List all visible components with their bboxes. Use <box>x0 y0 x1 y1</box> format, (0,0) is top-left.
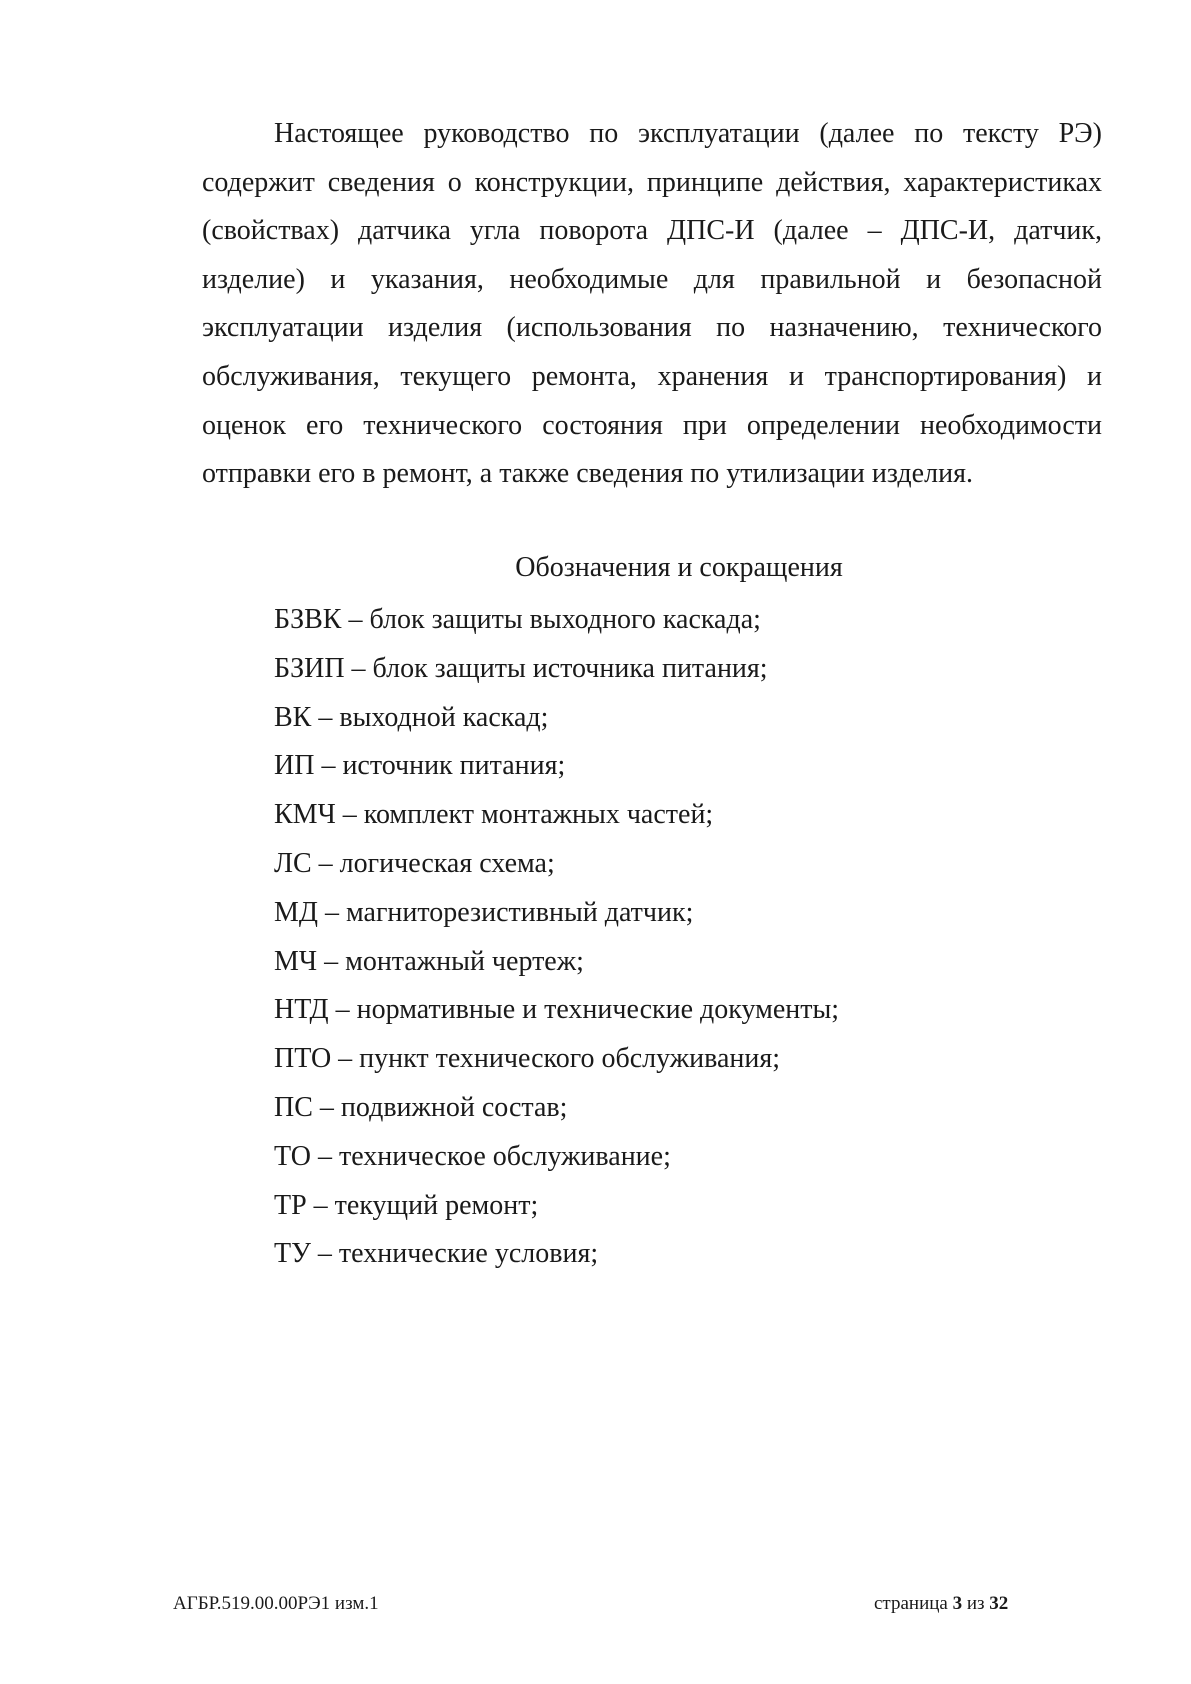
abbreviation-item: ЛС – логическая схема; <box>274 847 555 879</box>
abbreviation-item: ТО – техническое обслуживание; <box>274 1140 671 1172</box>
abbreviation-item: КМЧ – комплект монтажных частей; <box>274 799 714 831</box>
abbreviation-item: ПТО – пункт технического обслуживания; <box>274 1043 780 1075</box>
abbreviation-item: ПС – подвижной состав; <box>274 1091 568 1123</box>
abbreviation-item: МЧ – монтажный чертеж; <box>274 945 584 977</box>
abbreviation-item: МД – магниторезистивный датчик; <box>274 896 694 928</box>
footer-document-id: АГБР.519.00.00РЭ1 изм.1 <box>173 1593 379 1614</box>
page-current: 3 <box>952 1593 963 1614</box>
abbreviation-item: БЗИП – блок защиты источника питания; <box>274 652 768 684</box>
section-title: Обозначения и сокращения <box>515 552 843 583</box>
abbreviation-item: ИП – источник питания; <box>274 750 566 782</box>
intro-paragraph: Настоящее руководство по эксплуатации (далее по тексту РЭ) содержит сведения о конструкции, принципе действия, характеристиках (свойствах) датчика угла поворота ДПС-И (далее – ДПС-И, датчик, изделие) и указания, необходимые для правильной и безопасной эксплуатации изделия (использования по назначению, технического обслуживания, текущего ремонта, хранения и транспортирования) и оценок его технического состояния при определении необходимости отправки его в ремонт, а также сведения по утилизации изделия. <box>202 118 1102 490</box>
page-of-label: из <box>966 1593 985 1614</box>
abbreviation-item: БЗВК – блок защиты выходного каскада; <box>274 604 761 635</box>
abbreviation-list <box>274 596 839 1279</box>
footer-page-number <box>874 1592 1008 1616</box>
page-label: страница <box>874 1593 948 1614</box>
page-total: 32 <box>989 1593 1009 1614</box>
abbreviation-item: ТР – текущий ремонт; <box>274 1189 539 1221</box>
abbreviation-item: НТД – нормативные и технические документы; <box>274 994 840 1026</box>
abbreviation-item: ТУ – технические условия; <box>274 1238 599 1270</box>
abbreviation-item: ВК – выходной каскад; <box>274 701 549 733</box>
